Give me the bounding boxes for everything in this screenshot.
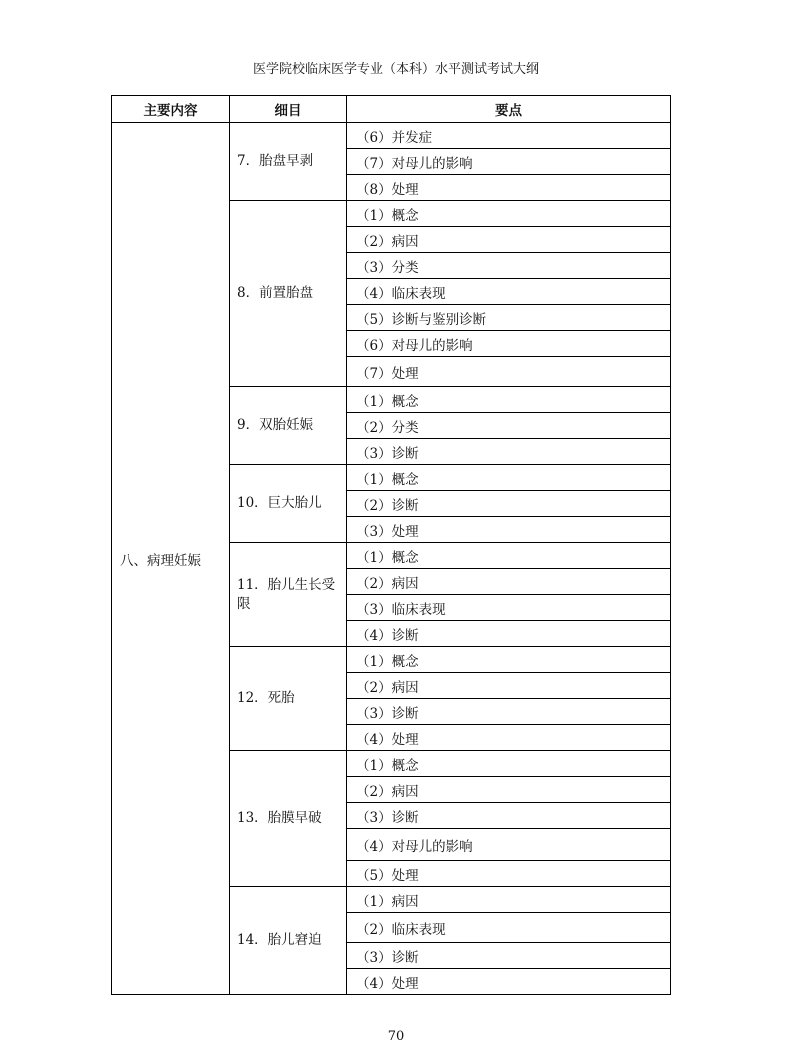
- key-point-cell: （3）诊断: [347, 803, 671, 829]
- sub-topic-cell: 8．前置胎盘: [230, 201, 347, 387]
- key-point-cell: （8）处理: [347, 175, 671, 201]
- column-header-main-content: 主要内容: [112, 96, 230, 123]
- key-point-cell: （2）诊断: [347, 491, 671, 517]
- sub-topic-cell: 10．巨大胎儿: [230, 465, 347, 543]
- key-point-cell: （2）分类: [347, 413, 671, 439]
- key-point-cell: （1）概念: [347, 543, 671, 569]
- sub-topic-cell: 13．胎膜早破: [230, 751, 347, 887]
- sub-topic-cell: 14．胎儿窘迫: [230, 887, 347, 995]
- sub-topic-cell: 12．死胎: [230, 647, 347, 751]
- key-point-cell: （1）概念: [347, 465, 671, 491]
- sub-topic-cell: 9．双胎妊娠: [230, 387, 347, 465]
- key-point-cell: （1）病因: [347, 887, 671, 913]
- key-point-cell: （2）病因: [347, 569, 671, 595]
- key-point-cell: （7）处理: [347, 357, 671, 387]
- key-point-cell: （2）病因: [347, 777, 671, 803]
- sub-topic-cell: 7．胎盘早剥: [230, 123, 347, 201]
- key-point-cell: （1）概念: [347, 387, 671, 413]
- outline-table: [111, 95, 671, 995]
- key-point-cell: （3）诊断: [347, 943, 671, 969]
- key-point-cell: （2）病因: [347, 227, 671, 253]
- table-header-row: [112, 96, 671, 123]
- key-point-cell: （3）处理: [347, 517, 671, 543]
- key-point-cell: （3）诊断: [347, 439, 671, 465]
- table-row: [112, 123, 671, 149]
- key-point-cell: （4）处理: [347, 725, 671, 751]
- key-point-cell: （3）分类: [347, 253, 671, 279]
- key-point-cell: （5）处理: [347, 861, 671, 887]
- outline-body: [112, 123, 671, 995]
- key-point-cell: （4）对母儿的影响: [347, 829, 671, 861]
- key-point-cell: （1）概念: [347, 751, 671, 777]
- key-point-cell: （2）临床表现: [347, 913, 671, 943]
- column-header-key-points: 要点: [347, 96, 671, 123]
- sub-topic-cell: 11．胎儿生长受限: [230, 543, 347, 647]
- page-number: 70: [387, 1029, 405, 1044]
- key-point-cell: （7）对母儿的影响: [347, 149, 671, 175]
- key-point-cell: （4）处理: [347, 969, 671, 995]
- key-point-cell: （3）临床表现: [347, 595, 671, 621]
- key-point-cell: （4）诊断: [347, 621, 671, 647]
- key-point-cell: （4）临床表现: [347, 279, 671, 305]
- key-point-cell: （1）概念: [347, 201, 671, 227]
- key-point-cell: （5）诊断与鉴别诊断: [347, 305, 671, 331]
- key-point-cell: （6）并发症: [347, 123, 671, 149]
- column-header-details: 细目: [230, 96, 347, 123]
- key-point-cell: （3）诊断: [347, 699, 671, 725]
- page-header-title: 医学院校临床医学专业（本科）水平测试考试大纲: [252, 62, 539, 77]
- key-point-cell: （6）对母儿的影响: [347, 331, 671, 357]
- key-point-cell: （2）病因: [347, 673, 671, 699]
- main-topic-cell: 八、病理妊娠: [112, 123, 230, 995]
- key-point-cell: （1）概念: [347, 647, 671, 673]
